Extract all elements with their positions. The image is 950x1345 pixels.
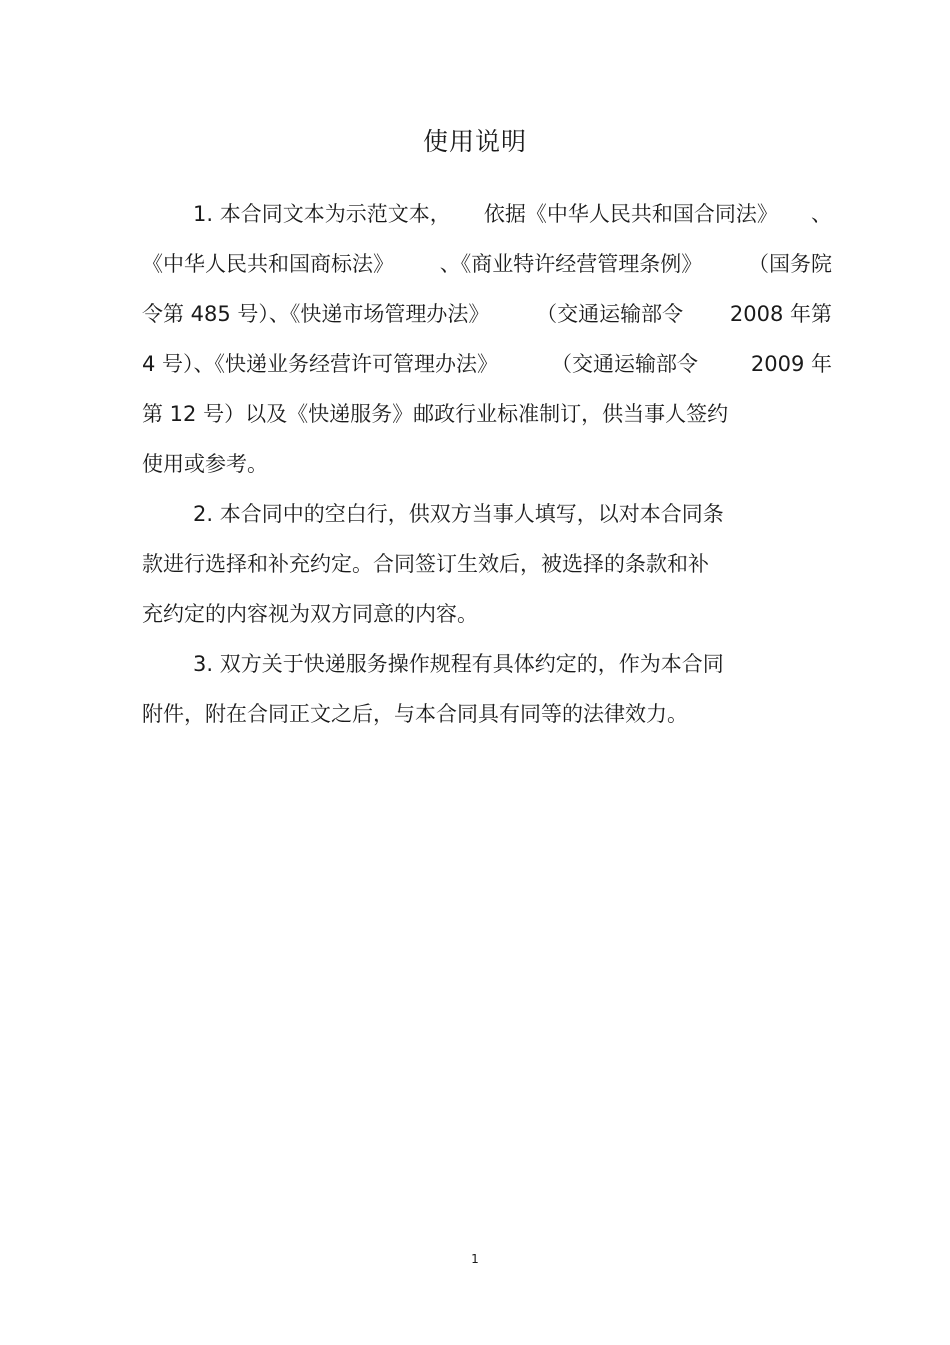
text-segment: （国务院 [748, 252, 832, 276]
text-segment: 2008 年第 [729, 302, 832, 326]
text-segment: 、 [811, 202, 832, 226]
text-segment: 令第 485 号）、《快递市场管理办法》 [142, 302, 490, 326]
paragraph-1-line-6: 使用或参考。 [142, 452, 268, 476]
paragraph-2-line-2: 款进行选择和补充约定。合同签订生效后，被选择的条款和补 [142, 552, 709, 576]
paragraph-3-line-2: 附件，附在合同正文之后，与本合同具有同等的法律效力。 [142, 702, 688, 726]
text-segment: 1. 本合同文本为示范文本， [193, 202, 451, 226]
text-segment: 《中华人民共和国商标法》 [142, 252, 394, 276]
paragraph-2-line-3: 充约定的内容视为双方同意的内容。 [142, 602, 478, 626]
text-segment: （交通运输部令 [536, 302, 684, 326]
text-segment: 2009 年 [750, 352, 832, 376]
paragraph-2-line-1: 2. 本合同中的空白行，供双方当事人填写，以对本合同条 [193, 502, 724, 526]
text-segment: 依据《中华人民共和国合同法》 [483, 202, 778, 226]
paragraph-1-line-1 [193, 199, 832, 229]
paragraph-1-line-3 [142, 299, 832, 329]
paragraph-3-line-1: 3. 双方关于快递服务操作规程有具体约定的，作为本合同 [193, 652, 724, 676]
page-number: 1 [471, 1252, 479, 1266]
page-title: 使用说明 [422, 127, 527, 156]
paragraph-1-line-4 [142, 349, 832, 379]
paragraph-1-line-2 [142, 249, 832, 279]
text-segment: 4 号）、《快递业务经营许可管理办法》 [142, 352, 499, 376]
text-segment: 、《商业特许经营管理条例》 [439, 252, 703, 276]
text-segment: （交通运输部令 [550, 352, 698, 376]
paragraph-1-line-5: 第 12 号）以及《快递服务》邮政行业标准制订，供当事人签约 [142, 402, 729, 426]
